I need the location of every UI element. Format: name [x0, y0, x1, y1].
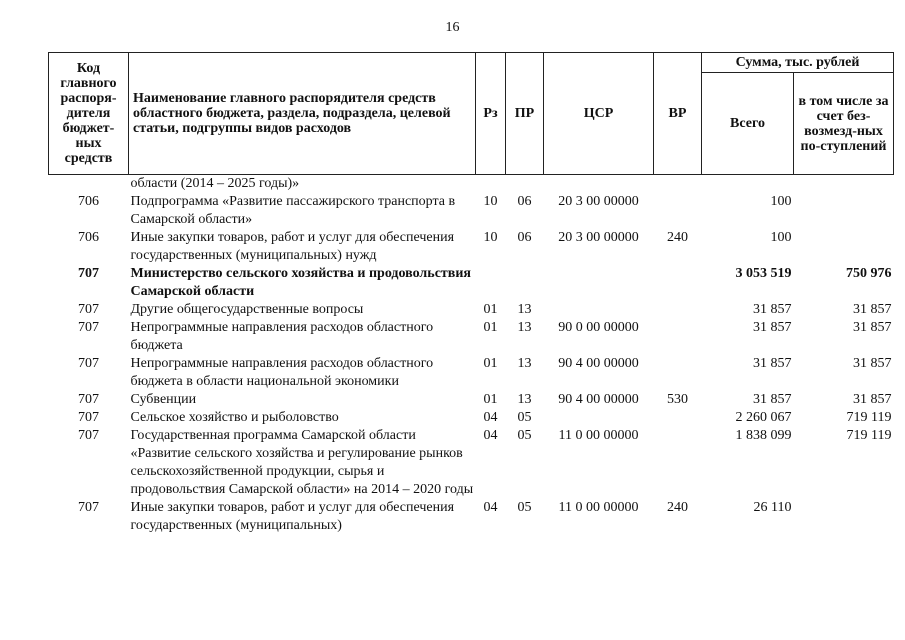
- cell-nonrepay: 719 119: [846, 410, 892, 425]
- table-row: [49, 391, 894, 409]
- cell-nonrepay: 31 857: [853, 302, 892, 317]
- cell-nonrepay: 750 976: [846, 266, 892, 281]
- cell-nonrepay: 719 119: [846, 428, 892, 443]
- cell-name: Субвенции: [130, 392, 197, 407]
- cell-nonrepay: [794, 499, 894, 535]
- cell-nonrepay: 31 857: [853, 320, 892, 335]
- cell-vr: [654, 265, 702, 301]
- cell-nonrepay: [794, 175, 894, 194]
- cell-csr: 20 3 00 00000: [558, 194, 639, 209]
- cell-rz: 10: [483, 194, 498, 209]
- table-row: [49, 175, 894, 194]
- cell-pr: 05: [517, 500, 532, 515]
- cell-total: 3 053 519: [735, 266, 792, 281]
- cell-code: 706: [78, 230, 99, 245]
- cell-code: 707: [78, 356, 99, 371]
- cell-pr: 05: [517, 410, 532, 425]
- cell-rz: 01: [483, 356, 498, 371]
- cell-code: 707: [78, 302, 99, 317]
- table-body: [49, 175, 894, 536]
- table-header: [49, 53, 894, 175]
- cell-vr: [654, 409, 702, 427]
- cell-code: 707: [78, 392, 99, 407]
- cell-rz: 04: [483, 500, 498, 515]
- cell-csr: 20 3 00 00000: [558, 230, 639, 245]
- cell-total: 100: [770, 194, 792, 209]
- table-row: [49, 265, 894, 301]
- cell-pr: 13: [517, 356, 532, 371]
- cell-code: 707: [78, 428, 99, 443]
- cell-pr: [506, 265, 544, 301]
- cell-rz: [476, 175, 506, 194]
- cell-rz: 04: [483, 410, 498, 425]
- cell-total: 31 857: [753, 356, 792, 371]
- cell-csr: 11 0 00 00000: [558, 428, 639, 443]
- header-name: Наименование главного распорядителя средств областного бюджета, раздела, подраздела, целевой статьи, подгруппы видов расходов: [129, 53, 476, 175]
- cell-csr: 90 4 00 00000: [558, 356, 639, 371]
- budget-table: [48, 52, 894, 535]
- cell-pr: 13: [517, 302, 532, 317]
- page-number: 16: [445, 20, 460, 35]
- header-csr: ЦСР: [544, 53, 654, 175]
- cell-pr: 06: [517, 194, 532, 209]
- cell-pr: 06: [517, 230, 532, 245]
- cell-name: Иные закупки товаров, работ и услуг для обеспечения государственных (муниципальных): [130, 500, 455, 533]
- header-rz: Рз: [476, 53, 506, 175]
- header-vr: ВР: [654, 53, 702, 175]
- cell-csr: 90 0 00 00000: [558, 320, 639, 335]
- cell-vr: [654, 355, 702, 391]
- cell-pr: [506, 175, 544, 194]
- table-row: [49, 499, 894, 535]
- cell-nonrepay: 31 857: [853, 356, 892, 371]
- cell-vr: 240: [667, 230, 688, 245]
- cell-name: Государственная программа Самарской области «Развитие сельского хозяйства и регулирование рынков сельскохозяйственной продукции, сырья и продовольствия Самарской области» на 2014 – 2020 годы: [130, 428, 474, 497]
- cell-name: Сельское хозяйство и рыболовство: [130, 410, 339, 425]
- header-nonrepay: в том числе за счет без-возмезд-ных по-ступлений: [794, 73, 894, 175]
- cell-csr: 90 4 00 00000: [558, 392, 639, 407]
- cell-csr: [544, 301, 654, 319]
- cell-vr: [654, 301, 702, 319]
- table-row: [49, 301, 894, 319]
- cell-rz: [476, 265, 506, 301]
- cell-total: 26 110: [753, 500, 792, 515]
- table-row: [49, 355, 894, 391]
- cell-code: 707: [78, 266, 99, 281]
- cell-pr: 13: [517, 392, 532, 407]
- table-row: [49, 427, 894, 499]
- header-code: Код главного распоря-дителя бюджет-ных средств: [49, 53, 129, 175]
- table-row: [49, 229, 894, 265]
- cell-total: 31 857: [753, 320, 792, 335]
- cell-vr: 240: [667, 500, 688, 515]
- cell-total: 31 857: [753, 392, 792, 407]
- cell-vr: [654, 319, 702, 355]
- header-total: Всего: [702, 73, 794, 175]
- cell-pr: 05: [517, 428, 532, 443]
- cell-vr: 530: [667, 392, 688, 407]
- cell-name: Непрограммные направления расходов областного бюджета: [130, 320, 434, 353]
- cell-vr: [654, 175, 702, 194]
- cell-nonrepay: [794, 193, 894, 229]
- table-row: [49, 409, 894, 427]
- cell-code: [49, 175, 129, 194]
- cell-csr: 11 0 00 00000: [558, 500, 639, 515]
- cell-nonrepay: [794, 229, 894, 265]
- cell-name: Иные закупки товаров, работ и услуг для обеспечения государственных (муниципальных) нужд: [130, 230, 455, 263]
- cell-name: Непрограммные направления расходов областного бюджета в области национальной экономики: [130, 356, 434, 389]
- cell-nonrepay: 31 857: [853, 392, 892, 407]
- cell-total: 100: [770, 230, 792, 245]
- cell-code: 706: [78, 194, 99, 209]
- cell-total: 31 857: [753, 302, 792, 317]
- header-pr: ПР: [506, 53, 544, 175]
- cell-csr: [544, 175, 654, 194]
- cell-total: 2 260 067: [735, 410, 792, 425]
- cell-pr: 13: [517, 320, 532, 335]
- header-sum: Сумма, тыс. рублей: [702, 53, 894, 73]
- cell-rz: 01: [483, 392, 498, 407]
- cell-name: Подпрограмма «Развитие пассажирского транспорта в Самарской области»: [130, 194, 456, 227]
- cell-vr: [654, 193, 702, 229]
- cell-rz: 01: [483, 320, 498, 335]
- cell-rz: 10: [483, 230, 498, 245]
- cell-rz: 01: [483, 302, 498, 317]
- cell-vr: [654, 427, 702, 499]
- cell-rz: 04: [483, 428, 498, 443]
- cell-csr: [544, 409, 654, 427]
- cell-code: 707: [78, 500, 99, 515]
- cell-csr: [544, 265, 654, 301]
- cell-total: [702, 175, 794, 194]
- cell-total: 1 838 099: [735, 428, 792, 443]
- cell-name: области (2014 – 2025 годы)»: [130, 176, 300, 191]
- table-row: [49, 319, 894, 355]
- table-row: [49, 193, 894, 229]
- cell-code: 707: [78, 410, 99, 425]
- cell-name: Министерство сельского хозяйства и продовольствия Самарской области: [130, 266, 471, 299]
- cell-name: Другие общегосударственные вопросы: [130, 302, 364, 317]
- cell-code: 707: [78, 320, 99, 335]
